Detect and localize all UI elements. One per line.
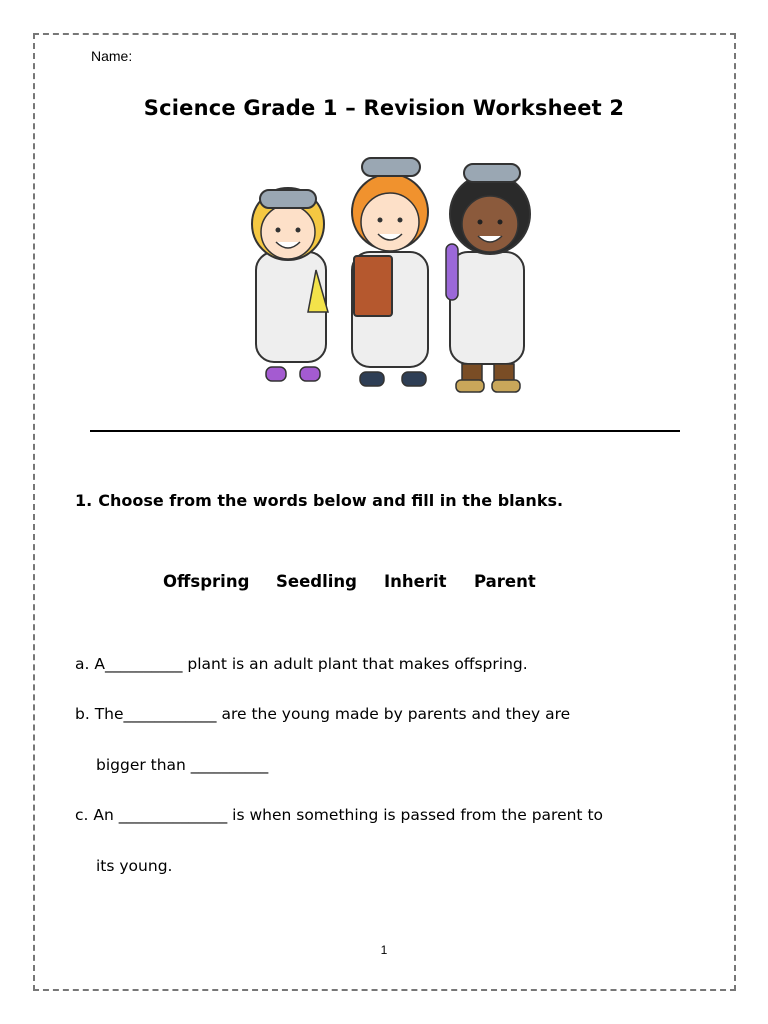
question-1-instruction (75, 491, 563, 510)
word-bank-item: Inherit (384, 572, 447, 591)
word-bank-item: Seedling (276, 572, 357, 591)
worksheet-title: Science Grade 1 – Revision Worksheet 2 (143, 96, 625, 120)
question-number: 1. (75, 491, 93, 510)
divider-line (90, 430, 680, 432)
item-c-text: c. An ______________ is when something is passed from the parent to (75, 806, 603, 824)
word-bank-item: Offspring (163, 572, 250, 591)
boy-scientist-figure (352, 158, 428, 386)
item-a-text: a. A__________ plant is an adult plant that makes offspring. (75, 655, 528, 673)
page-number: 1 (380, 943, 388, 957)
kid-scientists-illustration (228, 152, 558, 408)
girl-scientist-figure-right (446, 164, 530, 392)
name-label: Name: (91, 48, 133, 64)
item-c-continuation: its young. (96, 857, 173, 875)
item-b-continuation: bigger than __________ (96, 756, 269, 774)
item-b-text: b. The____________ are the young made by parents and they are (75, 705, 571, 723)
instruction-text: Choose from the words below and fill in the blanks. (98, 491, 564, 510)
girl-scientist-figure (252, 188, 328, 381)
word-bank-item: Parent (474, 572, 536, 591)
